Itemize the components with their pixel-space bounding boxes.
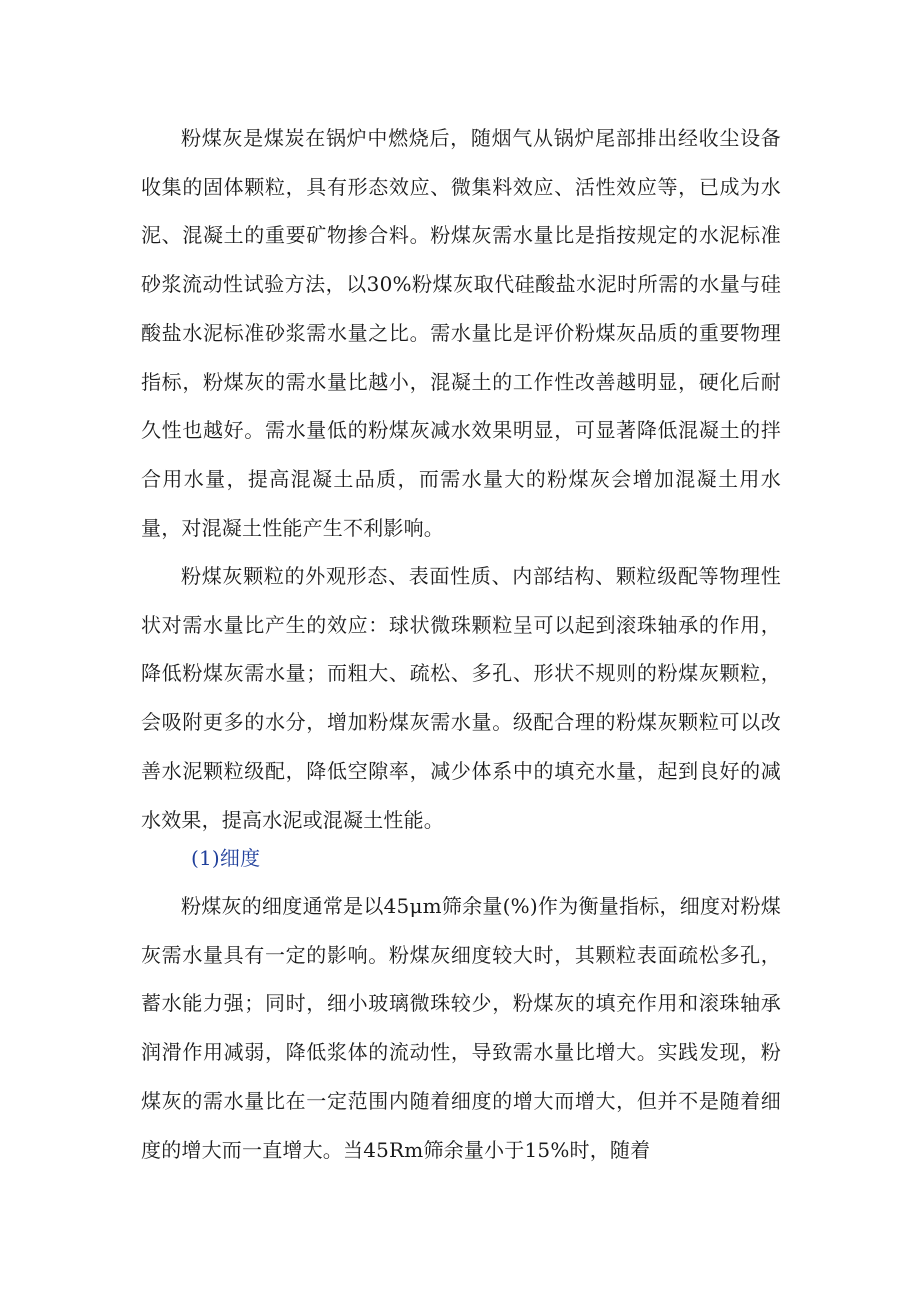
section-heading-fineness: (1)细度	[191, 846, 261, 870]
body-paragraph-2: 粉煤灰颗粒的外观形态、表面性质、内部结构、颗粒级配等物理性状对需水量比产生的效应：球状微珠颗粒呈可以起到滚珠轴承的作用，降低粉煤灰需水量；而粗大、疏松、多孔、形状不规则的粉煤灰颗粒，会吸附更多的水分，增加粉煤灰需水量。级配合理的粉煤灰颗粒可以改善水泥颗粒级配，降低空隙率，减少体系中的填充水量，起到良好的减水效果，提高水泥或混凝土性能。	[141, 564, 781, 832]
body-paragraph-1: 粉煤灰是煤炭在锅炉中燃烧后，随烟气从锅炉尾部排出经收尘设备收集的固体颗粒，具有形态效应、微集料效应、活性效应等，已成为水泥、混凝土的重要矿物掺合料。粉煤灰需水量比是指按规定的水泥标准砂浆流动性试验方法，以30%粉煤灰取代硅酸盐水泥时所需的水量与硅酸盐水泥标准砂浆需水量之比。需水量比是评价粉煤灰品质的重要物理指标，粉煤灰的需水量比越小，混凝土的工作性改善越明显，硬化后耐久性也越好。需水量低的粉煤灰减水效果明显，可显著降低混凝土的拌合用水量，提高混凝土品质，而需水量大的粉煤灰会增加混凝土用水量，对混凝土性能产生不利影响。	[141, 126, 781, 540]
body-paragraph-3: 粉煤灰的细度通常是以45μm筛余量(%)作为衡量指标，细度对粉煤灰需水量具有一定的影响。粉煤灰细度较大时，其颗粒表面疏松多孔，蓄水能力强；同时，细小玻璃微珠较少，粉煤灰的填充作用和滚珠轴承润滑作用减弱，降低浆体的流动性，导致需水量比增大。实践发现，粉煤灰的需水量比在一定范围内随着细度的增大而增大，但并不是随着细度的增大而一直增大。当45Rm筛余量小于15%时，随着	[141, 894, 781, 1162]
